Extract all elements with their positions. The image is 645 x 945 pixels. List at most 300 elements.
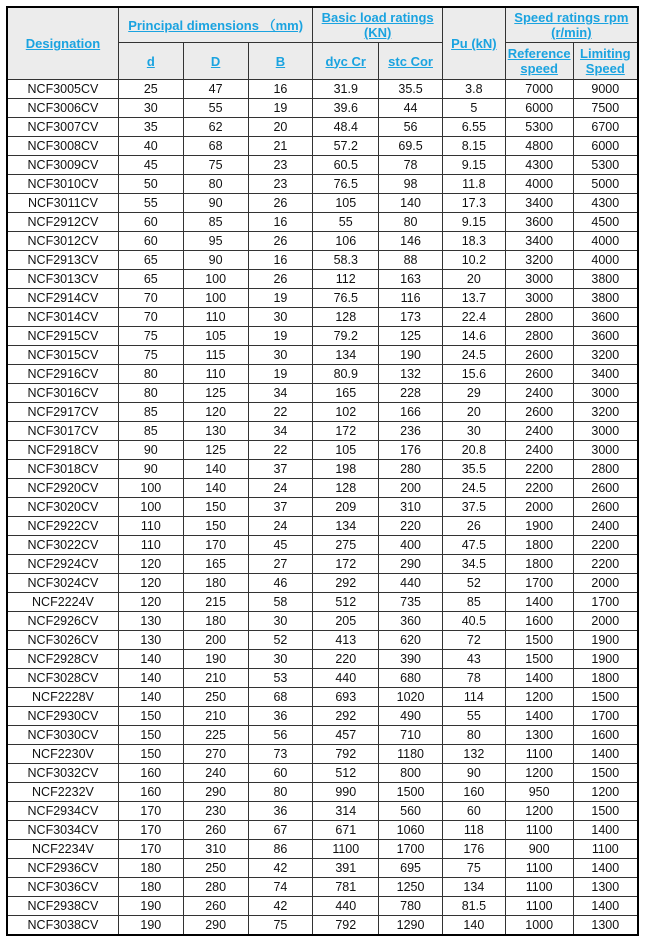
cell-reference-speed: 1900: [505, 517, 573, 536]
cell-pu: 52: [442, 574, 505, 593]
cell-designation: NCF2934CV: [7, 802, 118, 821]
cell-D: 110: [183, 308, 248, 327]
cell-designation: NCF3038CV: [7, 916, 118, 936]
cell-dyc-cr: 440: [313, 669, 379, 688]
cell-D: 250: [183, 688, 248, 707]
cell-dyc-cr: 128: [313, 308, 379, 327]
cell-designation: NCF2926CV: [7, 612, 118, 631]
cell-limiting-speed: 3000: [573, 384, 638, 403]
cell-B: 46: [248, 574, 313, 593]
cell-stc-cor: 228: [379, 384, 443, 403]
cell-pu: 37.5: [442, 498, 505, 517]
cell-pu: 60: [442, 802, 505, 821]
table-row: [7, 403, 638, 422]
cell-stc-cor: 360: [379, 612, 443, 631]
cell-designation: NCF3007CV: [7, 118, 118, 137]
cell-d: 45: [118, 156, 183, 175]
table-row: [7, 384, 638, 403]
table-row: [7, 289, 638, 308]
cell-dyc-cr: 31.9: [313, 80, 379, 99]
cell-B: 58: [248, 593, 313, 612]
cell-B: 37: [248, 498, 313, 517]
cell-designation: NCF3016CV: [7, 384, 118, 403]
bearing-spec-table: [6, 6, 639, 936]
bearing-spec-table-container: [6, 6, 639, 936]
cell-D: 140: [183, 479, 248, 498]
cell-B: 67: [248, 821, 313, 840]
cell-designation: NCF3024CV: [7, 574, 118, 593]
cell-reference-speed: 3400: [505, 232, 573, 251]
header-speed-ratings: Speed ratings rpm (r/min): [505, 7, 638, 43]
cell-reference-speed: 1500: [505, 631, 573, 650]
cell-D: 150: [183, 498, 248, 517]
cell-stc-cor: 140: [379, 194, 443, 213]
cell-reference-speed: 1100: [505, 859, 573, 878]
cell-limiting-speed: 3200: [573, 403, 638, 422]
cell-limiting-speed: 3600: [573, 308, 638, 327]
table-row: [7, 650, 638, 669]
cell-D: 90: [183, 251, 248, 270]
table-row: [7, 213, 638, 232]
cell-limiting-speed: 5000: [573, 175, 638, 194]
cell-limiting-speed: 1100: [573, 840, 638, 859]
cell-reference-speed: 6000: [505, 99, 573, 118]
table-row: [7, 327, 638, 346]
cell-limiting-speed: 3800: [573, 289, 638, 308]
cell-pu: 30: [442, 422, 505, 441]
cell-B: 36: [248, 802, 313, 821]
table-row: [7, 517, 638, 536]
cell-d: 170: [118, 840, 183, 859]
cell-B: 26: [248, 232, 313, 251]
cell-stc-cor: 800: [379, 764, 443, 783]
table-row: [7, 422, 638, 441]
cell-D: 62: [183, 118, 248, 137]
table-row: [7, 707, 638, 726]
header-limiting-speed: Limiting Speed: [573, 43, 638, 80]
cell-dyc-cr: 79.2: [313, 327, 379, 346]
cell-D: 55: [183, 99, 248, 118]
cell-d: 65: [118, 270, 183, 289]
cell-limiting-speed: 2600: [573, 479, 638, 498]
cell-D: 68: [183, 137, 248, 156]
cell-d: 150: [118, 726, 183, 745]
cell-pu: 5: [442, 99, 505, 118]
cell-designation: NCF2912CV: [7, 213, 118, 232]
cell-designation: NCF2922CV: [7, 517, 118, 536]
cell-stc-cor: 735: [379, 593, 443, 612]
cell-limiting-speed: 4300: [573, 194, 638, 213]
cell-d: 130: [118, 612, 183, 631]
cell-B: 80: [248, 783, 313, 802]
cell-pu: 10.2: [442, 251, 505, 270]
table-row: [7, 631, 638, 650]
cell-reference-speed: 1500: [505, 650, 573, 669]
cell-limiting-speed: 2200: [573, 555, 638, 574]
cell-pu: 24.5: [442, 346, 505, 365]
cell-stc-cor: 166: [379, 403, 443, 422]
cell-limiting-speed: 3000: [573, 422, 638, 441]
cell-D: 190: [183, 650, 248, 669]
cell-d: 150: [118, 707, 183, 726]
cell-dyc-cr: 172: [313, 555, 379, 574]
table-row: [7, 574, 638, 593]
cell-dyc-cr: 292: [313, 574, 379, 593]
cell-reference-speed: 1400: [505, 669, 573, 688]
cell-limiting-speed: 2800: [573, 460, 638, 479]
table-row: [7, 726, 638, 745]
cell-reference-speed: 1300: [505, 726, 573, 745]
cell-d: 75: [118, 346, 183, 365]
cell-D: 47: [183, 80, 248, 99]
cell-stc-cor: 1020: [379, 688, 443, 707]
cell-d: 60: [118, 213, 183, 232]
header-reference-speed: Reference speed: [505, 43, 573, 80]
cell-B: 19: [248, 365, 313, 384]
cell-stc-cor: 44: [379, 99, 443, 118]
table-row: [7, 441, 638, 460]
cell-limiting-speed: 2000: [573, 574, 638, 593]
cell-reference-speed: 3200: [505, 251, 573, 270]
cell-D: 250: [183, 859, 248, 878]
cell-B: 26: [248, 270, 313, 289]
cell-pu: 6.55: [442, 118, 505, 137]
cell-d: 180: [118, 859, 183, 878]
cell-limiting-speed: 1400: [573, 859, 638, 878]
cell-reference-speed: 1100: [505, 897, 573, 916]
cell-pu: 14.6: [442, 327, 505, 346]
cell-designation: NCF2916CV: [7, 365, 118, 384]
cell-limiting-speed: 2200: [573, 536, 638, 555]
cell-designation: NCF2224V: [7, 593, 118, 612]
cell-B: 19: [248, 289, 313, 308]
table-row: [7, 840, 638, 859]
cell-D: 215: [183, 593, 248, 612]
cell-reference-speed: 2000: [505, 498, 573, 517]
table-row: [7, 688, 638, 707]
cell-B: 42: [248, 859, 313, 878]
cell-reference-speed: 4800: [505, 137, 573, 156]
cell-reference-speed: 7000: [505, 80, 573, 99]
cell-designation: NCF3032CV: [7, 764, 118, 783]
cell-designation: NCF3009CV: [7, 156, 118, 175]
cell-d: 70: [118, 308, 183, 327]
table-row: [7, 897, 638, 916]
cell-stc-cor: 200: [379, 479, 443, 498]
cell-B: 30: [248, 612, 313, 631]
cell-dyc-cr: 512: [313, 593, 379, 612]
cell-designation: NCF3011CV: [7, 194, 118, 213]
cell-limiting-speed: 4000: [573, 251, 638, 270]
cell-d: 150: [118, 745, 183, 764]
cell-reference-speed: 950: [505, 783, 573, 802]
cell-reference-speed: 1100: [505, 745, 573, 764]
cell-stc-cor: 125: [379, 327, 443, 346]
cell-stc-cor: 400: [379, 536, 443, 555]
cell-stc-cor: 236: [379, 422, 443, 441]
cell-designation: NCF2918CV: [7, 441, 118, 460]
cell-limiting-speed: 2600: [573, 498, 638, 517]
cell-stc-cor: 1250: [379, 878, 443, 897]
cell-stc-cor: 56: [379, 118, 443, 137]
cell-stc-cor: 695: [379, 859, 443, 878]
cell-dyc-cr: 112: [313, 270, 379, 289]
cell-designation: NCF2938CV: [7, 897, 118, 916]
cell-designation: NCF3034CV: [7, 821, 118, 840]
cell-limiting-speed: 1400: [573, 897, 638, 916]
cell-dyc-cr: 134: [313, 517, 379, 536]
cell-limiting-speed: 1900: [573, 631, 638, 650]
cell-pu: 40.5: [442, 612, 505, 631]
cell-limiting-speed: 3600: [573, 327, 638, 346]
cell-D: 90: [183, 194, 248, 213]
cell-d: 30: [118, 99, 183, 118]
cell-designation: NCF3026CV: [7, 631, 118, 650]
cell-stc-cor: 1700: [379, 840, 443, 859]
cell-D: 260: [183, 821, 248, 840]
cell-d: 60: [118, 232, 183, 251]
cell-D: 280: [183, 878, 248, 897]
table-row: [7, 365, 638, 384]
cell-designation: NCF2924CV: [7, 555, 118, 574]
cell-B: 42: [248, 897, 313, 916]
cell-stc-cor: 78: [379, 156, 443, 175]
cell-B: 74: [248, 878, 313, 897]
cell-limiting-speed: 6700: [573, 118, 638, 137]
cell-B: 56: [248, 726, 313, 745]
cell-d: 80: [118, 384, 183, 403]
cell-limiting-speed: 1200: [573, 783, 638, 802]
cell-pu: 24.5: [442, 479, 505, 498]
cell-stc-cor: 98: [379, 175, 443, 194]
cell-limiting-speed: 4000: [573, 232, 638, 251]
cell-d: 80: [118, 365, 183, 384]
cell-dyc-cr: 198: [313, 460, 379, 479]
header-B-width: B: [248, 43, 313, 80]
cell-stc-cor: 190: [379, 346, 443, 365]
cell-designation: NCF2917CV: [7, 403, 118, 422]
cell-d: 65: [118, 251, 183, 270]
cell-D: 125: [183, 384, 248, 403]
cell-B: 34: [248, 384, 313, 403]
cell-D: 80: [183, 175, 248, 194]
cell-limiting-speed: 3200: [573, 346, 638, 365]
cell-reference-speed: 1200: [505, 764, 573, 783]
table-row: [7, 118, 638, 137]
cell-d: 35: [118, 118, 183, 137]
cell-B: 30: [248, 650, 313, 669]
cell-stc-cor: 80: [379, 213, 443, 232]
cell-pu: 78: [442, 669, 505, 688]
cell-pu: 43: [442, 650, 505, 669]
cell-limiting-speed: 7500: [573, 99, 638, 118]
cell-reference-speed: 2800: [505, 327, 573, 346]
header-pu: Pu (kN): [442, 7, 505, 80]
cell-reference-speed: 5300: [505, 118, 573, 137]
cell-limiting-speed: 1400: [573, 745, 638, 764]
table-row: [7, 555, 638, 574]
cell-pu: 72: [442, 631, 505, 650]
cell-B: 19: [248, 327, 313, 346]
cell-D: 290: [183, 916, 248, 936]
cell-dyc-cr: 80.9: [313, 365, 379, 384]
cell-limiting-speed: 1700: [573, 593, 638, 612]
cell-d: 140: [118, 688, 183, 707]
cell-dyc-cr: 391: [313, 859, 379, 878]
cell-pu: 26: [442, 517, 505, 536]
cell-pu: 29: [442, 384, 505, 403]
cell-stc-cor: 1500: [379, 783, 443, 802]
cell-D: 170: [183, 536, 248, 555]
cell-B: 30: [248, 346, 313, 365]
cell-reference-speed: 1200: [505, 802, 573, 821]
table-row: [7, 346, 638, 365]
cell-reference-speed: 2800: [505, 308, 573, 327]
cell-pu: 20: [442, 270, 505, 289]
cell-designation: NCF2913CV: [7, 251, 118, 270]
cell-stc-cor: 280: [379, 460, 443, 479]
table-row: [7, 308, 638, 327]
cell-limiting-speed: 1800: [573, 669, 638, 688]
cell-dyc-cr: 105: [313, 441, 379, 460]
cell-pu: 35.5: [442, 460, 505, 479]
cell-stc-cor: 1290: [379, 916, 443, 936]
cell-d: 120: [118, 593, 183, 612]
cell-pu: 3.8: [442, 80, 505, 99]
cell-reference-speed: 2400: [505, 384, 573, 403]
cell-dyc-cr: 314: [313, 802, 379, 821]
cell-pu: 22.4: [442, 308, 505, 327]
cell-D: 110: [183, 365, 248, 384]
cell-pu: 11.8: [442, 175, 505, 194]
cell-pu: 20: [442, 403, 505, 422]
cell-D: 120: [183, 403, 248, 422]
cell-stc-cor: 1180: [379, 745, 443, 764]
cell-designation: NCF3008CV: [7, 137, 118, 156]
cell-designation: NCF2234V: [7, 840, 118, 859]
cell-D: 115: [183, 346, 248, 365]
cell-pu: 13.7: [442, 289, 505, 308]
cell-d: 120: [118, 574, 183, 593]
cell-designation: NCF3014CV: [7, 308, 118, 327]
cell-reference-speed: 1700: [505, 574, 573, 593]
cell-dyc-cr: 209: [313, 498, 379, 517]
cell-dyc-cr: 792: [313, 745, 379, 764]
cell-dyc-cr: 48.4: [313, 118, 379, 137]
cell-pu: 114: [442, 688, 505, 707]
cell-reference-speed: 1400: [505, 593, 573, 612]
header-D-outer: D: [183, 43, 248, 80]
cell-B: 60: [248, 764, 313, 783]
cell-reference-speed: 1100: [505, 878, 573, 897]
cell-B: 52: [248, 631, 313, 650]
cell-d: 40: [118, 137, 183, 156]
cell-dyc-cr: 781: [313, 878, 379, 897]
cell-limiting-speed: 5300: [573, 156, 638, 175]
cell-reference-speed: 1200: [505, 688, 573, 707]
cell-limiting-speed: 3000: [573, 441, 638, 460]
cell-pu: 134: [442, 878, 505, 897]
cell-dyc-cr: 292: [313, 707, 379, 726]
cell-d: 90: [118, 460, 183, 479]
cell-designation: NCF3017CV: [7, 422, 118, 441]
table-row: [7, 479, 638, 498]
table-row: [7, 498, 638, 517]
cell-D: 150: [183, 517, 248, 536]
cell-B: 53: [248, 669, 313, 688]
cell-D: 180: [183, 612, 248, 631]
cell-designation: NCF3015CV: [7, 346, 118, 365]
cell-limiting-speed: 3800: [573, 270, 638, 289]
cell-pu: 55: [442, 707, 505, 726]
cell-reference-speed: 1400: [505, 707, 573, 726]
cell-dyc-cr: 1100: [313, 840, 379, 859]
table-body: [7, 80, 638, 936]
cell-B: 22: [248, 441, 313, 460]
cell-pu: 176: [442, 840, 505, 859]
cell-designation: NCF3013CV: [7, 270, 118, 289]
cell-designation: NCF2930CV: [7, 707, 118, 726]
cell-pu: 20.8: [442, 441, 505, 460]
cell-stc-cor: 69.5: [379, 137, 443, 156]
cell-designation: NCF3022CV: [7, 536, 118, 555]
cell-designation: NCF3020CV: [7, 498, 118, 517]
cell-reference-speed: 3000: [505, 270, 573, 289]
cell-d: 100: [118, 479, 183, 498]
cell-reference-speed: 2200: [505, 460, 573, 479]
cell-stc-cor: 290: [379, 555, 443, 574]
table-row: [7, 916, 638, 936]
cell-D: 210: [183, 669, 248, 688]
table-row: [7, 460, 638, 479]
cell-limiting-speed: 1700: [573, 707, 638, 726]
cell-stc-cor: 440: [379, 574, 443, 593]
cell-dyc-cr: 105: [313, 194, 379, 213]
table-row: [7, 802, 638, 821]
cell-limiting-speed: 1500: [573, 764, 638, 783]
cell-d: 170: [118, 821, 183, 840]
table-row: [7, 536, 638, 555]
cell-pu: 75: [442, 859, 505, 878]
cell-d: 160: [118, 764, 183, 783]
cell-designation: NCF3006CV: [7, 99, 118, 118]
cell-D: 210: [183, 707, 248, 726]
cell-pu: 8.15: [442, 137, 505, 156]
cell-d: 100: [118, 498, 183, 517]
cell-pu: 132: [442, 745, 505, 764]
cell-D: 240: [183, 764, 248, 783]
cell-dyc-cr: 220: [313, 650, 379, 669]
cell-B: 36: [248, 707, 313, 726]
cell-limiting-speed: 9000: [573, 80, 638, 99]
cell-reference-speed: 4300: [505, 156, 573, 175]
cell-dyc-cr: 275: [313, 536, 379, 555]
cell-designation: NCF3005CV: [7, 80, 118, 99]
cell-D: 200: [183, 631, 248, 650]
table-row: [7, 764, 638, 783]
cell-dyc-cr: 172: [313, 422, 379, 441]
cell-pu: 18.3: [442, 232, 505, 251]
cell-designation: NCF3018CV: [7, 460, 118, 479]
table-row: [7, 821, 638, 840]
cell-B: 24: [248, 479, 313, 498]
table-row: [7, 859, 638, 878]
cell-designation: NCF3036CV: [7, 878, 118, 897]
cell-reference-speed: 2400: [505, 422, 573, 441]
cell-limiting-speed: 6000: [573, 137, 638, 156]
table-row: [7, 745, 638, 764]
cell-reference-speed: 2600: [505, 346, 573, 365]
